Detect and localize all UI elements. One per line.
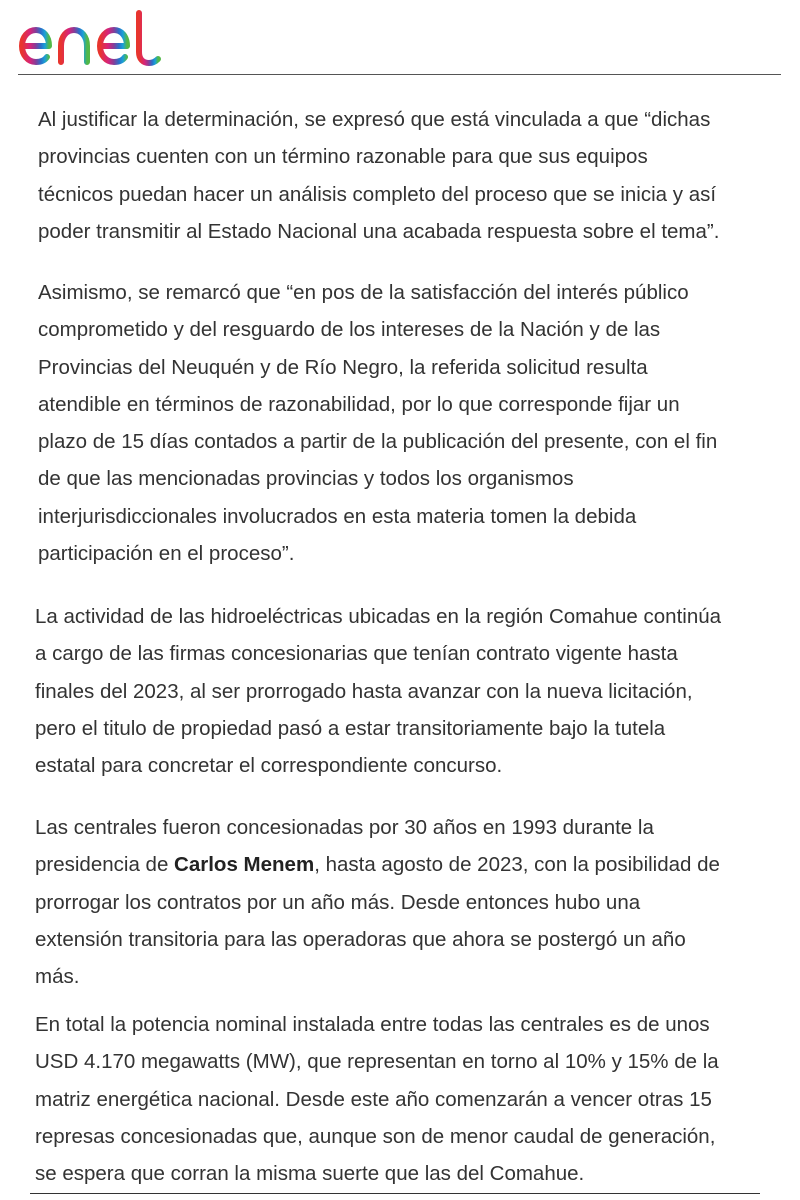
paragraph-line: atendible en términos de razonabilidad, por lo que corresponde fijar un <box>38 392 680 416</box>
site-header <box>0 0 800 76</box>
paragraph-line: plazo de 15 días contados a partir de la publicación del presente, con el fin <box>38 430 718 454</box>
header-divider <box>18 74 781 75</box>
enel-logo-icon <box>16 8 176 70</box>
paragraph-line: poder transmitir al Estado Nacional una acabada respuesta sobre el tema”. <box>38 219 720 243</box>
paragraph-line <box>35 846 720 883</box>
paragraph-line: provincias cuenten con un término razonable para que sus equipos <box>38 145 648 169</box>
article-paragraph <box>38 274 717 572</box>
paragraph-line: Las centrales fueron concesionadas por 30 años en 1993 durante la <box>35 816 654 839</box>
bottom-divider <box>30 1193 760 1194</box>
paragraph-line: finales del 2023, al ser prorrogado hasta avanzar con la nueva licitación, <box>35 679 693 703</box>
paragraph-line: se espera que corran la misma suerte que las del Comahue. <box>35 1162 585 1186</box>
paragraph-text: , hasta agosto de 2023, con la posibilidad de <box>314 853 720 877</box>
paragraph-line: Provincias del Neuquén y de Río Negro, la referida solicitud resulta <box>38 355 648 379</box>
paragraph-line: prorrogar los contratos por un año más. Desde entonces hubo una <box>35 890 641 914</box>
paragraph-line: estatal para concretar el correspondiente concurso. <box>35 754 503 778</box>
paragraph-line: matriz energética nacional. Desde este año comenzarán a vencer otras 15 <box>35 1087 712 1111</box>
paragraph-line: extensión transitoria para las operadoras que ahora se postergó un año <box>35 927 686 951</box>
paragraph-line: La actividad de las hidroeléctricas ubicadas en la región Comahue continúa <box>35 605 722 628</box>
paragraph-line: pero el titulo de propiedad pasó a estar transitoriamente bajo la tutela <box>35 716 666 740</box>
paragraph-text: presidencia de <box>35 853 175 877</box>
paragraph-line: comprometido y del resguardo de los intereses de la Nación y de las <box>38 318 661 342</box>
article-paragraph <box>35 809 720 995</box>
paragraph-line: Asimismo, se remarcó que “en pos de la satisfacción del interés público <box>38 281 689 304</box>
paragraph-line: más. <box>35 965 80 989</box>
person-name-bold: Carlos Menem <box>174 853 315 877</box>
paragraph-line: técnicos puedan hacer un análisis completo del proceso que se inicia y así <box>38 182 717 206</box>
paragraph-line: interjurisdiccionales involucrados en esta materia tomen la debida <box>38 504 637 528</box>
paragraph-line: represas concesionadas que, aunque son de menor caudal de generación, <box>35 1124 716 1148</box>
paragraph-line: En total la potencia nominal instalada entre todas las centrales es de unos <box>35 1013 710 1036</box>
enel-logo-link[interactable] <box>16 8 176 70</box>
paragraph-line: USD 4.170 megawatts (MW), que representan en torno al 10% y 15% de la <box>35 1050 719 1074</box>
paragraph-line: a cargo de las firmas concesionarias que tenían contrato vigente hasta <box>35 642 678 666</box>
paragraph-line: Al justificar la determinación, se expresó que está vinculada a que “dichas <box>38 108 711 131</box>
article-paragraph <box>38 101 719 250</box>
article-paragraph <box>35 1006 719 1192</box>
article-paragraph <box>35 598 721 784</box>
paragraph-line: de que las mencionadas provincias y todos los organismos <box>38 467 574 491</box>
paragraph-line: participación en el proceso”. <box>38 542 295 566</box>
